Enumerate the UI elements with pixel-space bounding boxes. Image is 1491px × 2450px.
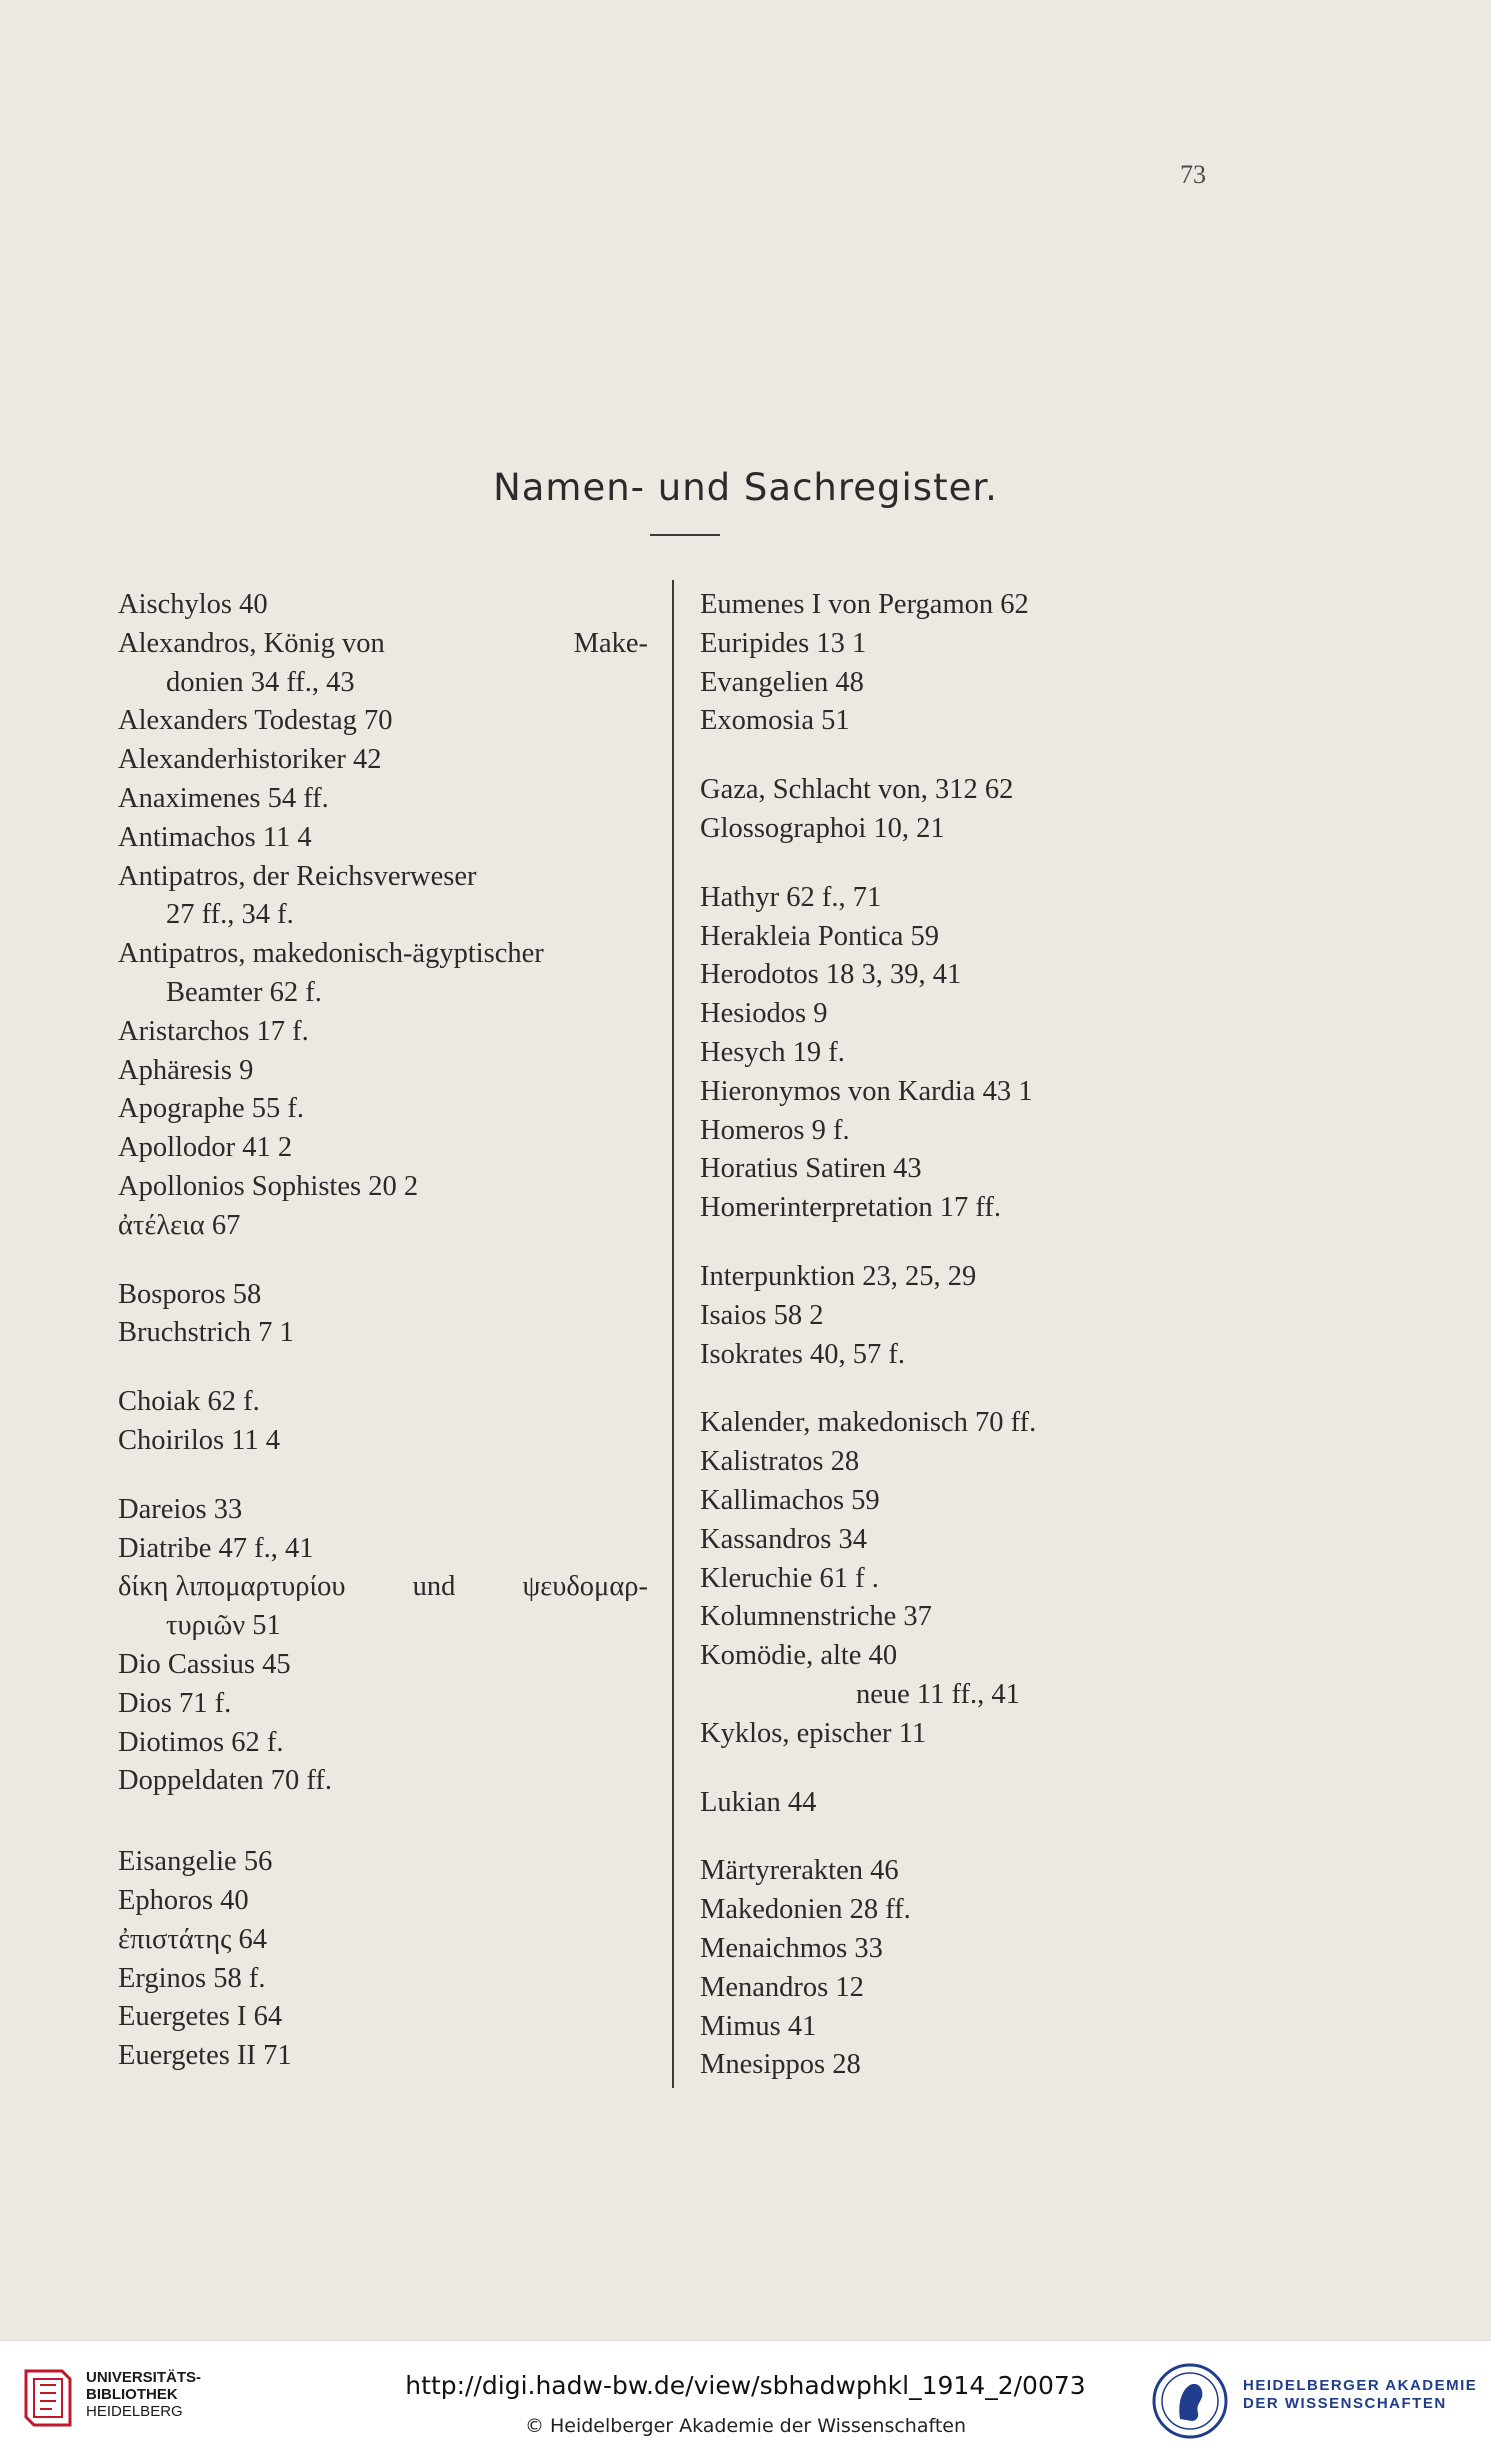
- copyright-notice: © Heidelberger Akademie der Wissenschaften: [524, 2415, 967, 2437]
- index-entry: τυριῶν 51: [166, 1610, 281, 1642]
- index-entry: Apographe 55 f.: [118, 1093, 304, 1125]
- column-divider: [672, 580, 674, 2088]
- index-entry: Euergetes I 64: [118, 2001, 283, 2033]
- section-gap: [700, 849, 1160, 879]
- index-entry: Mimus 41: [700, 2010, 817, 2042]
- index-entry: Isaios 58 2: [700, 1299, 824, 1331]
- section-gap: [118, 1353, 648, 1383]
- index-entry: Kallimachos 59: [700, 1484, 880, 1516]
- index-entry: Gaza, Schlacht von, 312 62: [700, 774, 1014, 806]
- index-entry: Anaximenes 54 ff.: [118, 782, 329, 814]
- index-entry: ἀτέλεια 67: [118, 1209, 241, 1241]
- page-title: Namen- und Sachregister.: [493, 466, 998, 509]
- section-gap: [700, 741, 1160, 771]
- index-entry: Lukian 44: [700, 1786, 817, 1818]
- index-entry: donien 34 ff., 43: [166, 666, 355, 698]
- index-entry: Kleruchie 61 f .: [700, 1562, 879, 1594]
- index-entry: Horatius Satiren 43: [700, 1153, 922, 1185]
- index-entry: Homeros 9 f.: [700, 1114, 850, 1146]
- section-gap: [118, 1801, 648, 1843]
- index-entry: Herakleia Pontica 59: [700, 920, 939, 952]
- academy-name: HEIDELBERGER AKADEMIE DER WISSENSCHAFTEN: [1243, 2377, 1478, 2412]
- index-entry: Apollonios Sophistes 20 2: [118, 1170, 419, 1202]
- section-gap: [118, 1461, 648, 1491]
- page-number: 73: [1180, 160, 1206, 189]
- index-entry-part: Alexandros, König von: [118, 627, 385, 659]
- index-entry: neue 11 ff., 41: [856, 1678, 1020, 1710]
- index-entry: Komödie, alte 40: [700, 1640, 898, 1672]
- index-entry-part: δίκη λιπομαρτυρίου: [118, 1571, 346, 1603]
- university-library-name: UNIVERSITÄTS- BIBLIOTHEK HEIDELBERG: [86, 2369, 202, 2420]
- index-entry: Kalistratos 28: [700, 1446, 860, 1478]
- index-entry: Glossographoi 10, 21: [700, 812, 945, 844]
- permalink[interactable]: http://digi.hadw-bw.de/view/sbhadwphkl_1914_2/0073: [405, 2371, 1086, 2400]
- section-gap: [118, 1246, 648, 1276]
- index-entry: Märtyrerakten 46: [700, 1855, 899, 1887]
- index-entry: Aphäresis 9: [118, 1054, 254, 1086]
- index-entry: [118, 1568, 648, 1607]
- index-entry: Hathyr 62 f., 71: [700, 881, 882, 913]
- index-entry: Aristarchos 17 f.: [118, 1015, 309, 1047]
- title-rule: [650, 534, 720, 536]
- index-entry: ἐπιστάτης 64: [118, 1923, 268, 1955]
- index-entry: Eisangelie 56: [118, 1846, 273, 1878]
- index-entry: Menaichmos 33: [700, 1932, 883, 1964]
- index-entry: Doppeldaten 70 ff.: [118, 1765, 332, 1797]
- section-gap: [700, 1822, 1160, 1852]
- index-entry: Aischylos 40: [118, 589, 268, 620]
- index-entry: Choirilos 11 4: [118, 1424, 281, 1456]
- index-entry: Euripides 13 1: [700, 627, 867, 659]
- index-entry: Kyklos, epischer 11: [700, 1717, 927, 1749]
- index-entry: Hesych 19 f.: [700, 1036, 845, 1068]
- index-entry: Ephoros 40: [118, 1884, 249, 1916]
- academy-seal-icon: [1150, 2361, 1230, 2441]
- index-entry: Erginos 58 f.: [118, 1962, 266, 1994]
- index-entry: Kolumnenstriche 37: [700, 1601, 932, 1633]
- index-column-left: [118, 586, 648, 2076]
- index-entry: Diatribe 47 f., 41: [118, 1532, 314, 1564]
- index-entry: Interpunktion 23, 25, 29: [700, 1260, 977, 1292]
- index-entry: Kassandros 34: [700, 1523, 868, 1555]
- index-entry: Kalender, makedonisch 70 ff.: [700, 1407, 1037, 1439]
- index-entry: Menandros 12: [700, 1971, 864, 2003]
- index-entry: Antipatros, der Reichsverweser: [118, 860, 477, 892]
- index-entry: Apollodor 41 2: [118, 1132, 293, 1164]
- index-entry: Bosporos 58: [118, 1278, 262, 1310]
- index-entry: Hesiodos 9: [700, 998, 828, 1030]
- index-entry: Dio Cassius 45: [118, 1648, 291, 1680]
- index-entry: Isokrates 40, 57 f.: [700, 1338, 905, 1370]
- index-entry: Bruchstrich 7 1: [118, 1317, 294, 1349]
- index-column-right: [700, 586, 1160, 2085]
- index-entry: 27 ff., 34 f.: [166, 899, 294, 931]
- index-entry: Mnesippos 28: [700, 2049, 861, 2081]
- index-entry: Alexanderhistoriker 42: [118, 744, 382, 776]
- index-entry: Alexanders Todestag 70: [118, 705, 393, 737]
- index-entry: Beamter 62 f.: [166, 976, 322, 1008]
- index-entry: [118, 625, 648, 664]
- index-entry: Makedonien 28 ff.: [700, 1894, 911, 1926]
- index-entry-part: und: [412, 1571, 456, 1603]
- index-entry: Herodotos 18 3, 39, 41: [700, 959, 962, 991]
- index-entry: Evangelien 48: [700, 666, 864, 698]
- index-entry-part: Make-: [573, 627, 648, 659]
- section-gap: [700, 1754, 1160, 1784]
- viewer-footer: [0, 2340, 1491, 2450]
- index-entry: Hieronymos von Kardia 43 1: [700, 1075, 1033, 1107]
- index-entry: Diotimos 62 f.: [118, 1726, 284, 1758]
- index-entry: Dios 71 f.: [118, 1687, 232, 1719]
- index-entry: Antipatros, makedonisch-ägyptischer: [118, 938, 544, 970]
- index-entry: Euergetes II 71: [118, 2040, 292, 2072]
- section-gap: [700, 1374, 1160, 1404]
- section-gap: [700, 1228, 1160, 1258]
- index-entry: Dareios 33: [118, 1493, 243, 1525]
- index-entry: Antimachos 11 4: [118, 821, 312, 853]
- index-entry: Choiak 62 f.: [118, 1386, 260, 1418]
- index-entry: Homerinterpretation 17 ff.: [700, 1192, 1002, 1224]
- index-entry-part: ψευδομαρ-: [522, 1571, 648, 1603]
- index-entry: Eumenes I von Pergamon 62: [700, 589, 1029, 620]
- index-entry: Exomosia 51: [700, 705, 850, 737]
